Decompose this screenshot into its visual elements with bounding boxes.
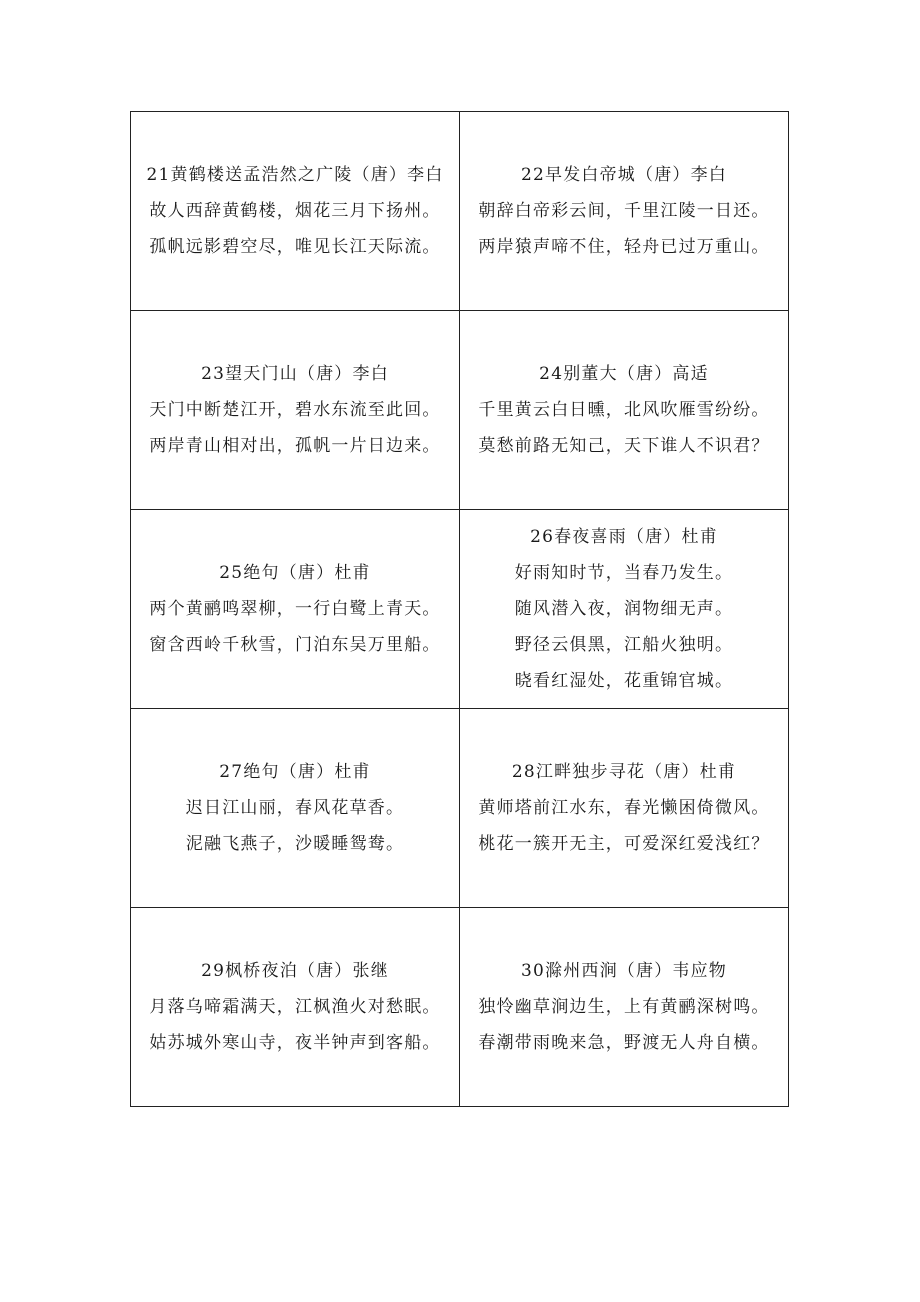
poem-line: 随风潜入夜，润物细无声。 <box>514 599 734 619</box>
poem-line: 天门中断楚江开，碧水东流至此回。 <box>149 400 441 420</box>
poem-title: 28江畔独步寻花（唐）杜甫 <box>511 762 737 782</box>
poem-line: 两个黄鹂鸣翠柳，一行白鹭上青天。 <box>149 599 441 619</box>
poem-line: 姑苏城外寒山寺，夜半钟声到客船。 <box>149 1033 441 1053</box>
poem-table <box>130 111 789 1107</box>
poem-line: 窗含西岭千秋雪，门泊东吴万里船。 <box>149 635 441 655</box>
poem-cell <box>460 510 789 709</box>
poem-cell <box>131 311 460 510</box>
table-row <box>131 311 789 510</box>
poem-line: 野径云俱黑，江船火独明。 <box>514 635 734 655</box>
poem-title: 25绝句（唐）杜甫 <box>219 563 371 583</box>
poem-title: 23望天门山（唐）李白 <box>201 364 389 384</box>
poem-title: 26春夜喜雨（唐）杜甫 <box>530 527 718 547</box>
poem-cell <box>460 311 789 510</box>
poem-cell <box>131 709 460 908</box>
poem-cell <box>131 510 460 709</box>
poem-title: 30滁州西涧（唐）韦应物 <box>520 961 728 981</box>
poem-line: 泥融飞燕子，沙暖睡鸳鸯。 <box>185 834 405 854</box>
poem-line: 千里黄云白日曛，北风吹雁雪纷纷。 <box>478 400 770 420</box>
poem-line: 黄师塔前江水东，春光懒困倚微风。 <box>478 798 770 818</box>
poem-cell <box>460 112 789 311</box>
poem-line: 晓看红湿处，花重锦官城。 <box>514 671 734 691</box>
poem-line: 朝辞白帝彩云间，千里江陵一日还。 <box>478 201 770 221</box>
poem-cell <box>460 908 789 1107</box>
poem-line: 桃花一簇开无主，可爱深红爱浅红？ <box>478 834 770 854</box>
poem-cell <box>131 908 460 1107</box>
poem-line: 莫愁前路无知己，天下谁人不识君？ <box>478 436 770 456</box>
poem-title: 22早发白帝城（唐）李白 <box>520 165 728 185</box>
poem-title: 27绝句（唐）杜甫 <box>219 762 371 782</box>
poem-line: 月落乌啼霜满天，江枫渔火对愁眠。 <box>149 997 441 1017</box>
poem-line: 故人西辞黄鹤楼，烟花三月下扬州。 <box>149 201 441 221</box>
poem-line: 独怜幽草涧边生，上有黄鹂深树鸣。 <box>478 997 770 1017</box>
poem-title: 24别董大（唐）高适 <box>539 364 709 384</box>
poem-cell <box>460 709 789 908</box>
poem-cell <box>131 112 460 311</box>
poem-line: 迟日江山丽，春风花草香。 <box>185 798 405 818</box>
poem-line: 两岸青山相对出，孤帆一片日边来。 <box>149 436 441 456</box>
poem-title: 21黄鹤楼送孟浩然之广陵（唐）李白 <box>146 165 444 185</box>
poem-title: 29枫桥夜泊（唐）张继 <box>201 961 389 981</box>
poem-line: 春潮带雨晚来急，野渡无人舟自横。 <box>478 1033 770 1053</box>
table-row <box>131 112 789 311</box>
poem-line: 两岸猿声啼不住，轻舟已过万重山。 <box>478 237 770 257</box>
poem-line: 孤帆远影碧空尽，唯见长江天际流。 <box>149 237 441 257</box>
table-row <box>131 908 789 1107</box>
poem-line: 好雨知时节，当春乃发生。 <box>514 563 734 583</box>
table-row <box>131 510 789 709</box>
table-row <box>131 709 789 908</box>
